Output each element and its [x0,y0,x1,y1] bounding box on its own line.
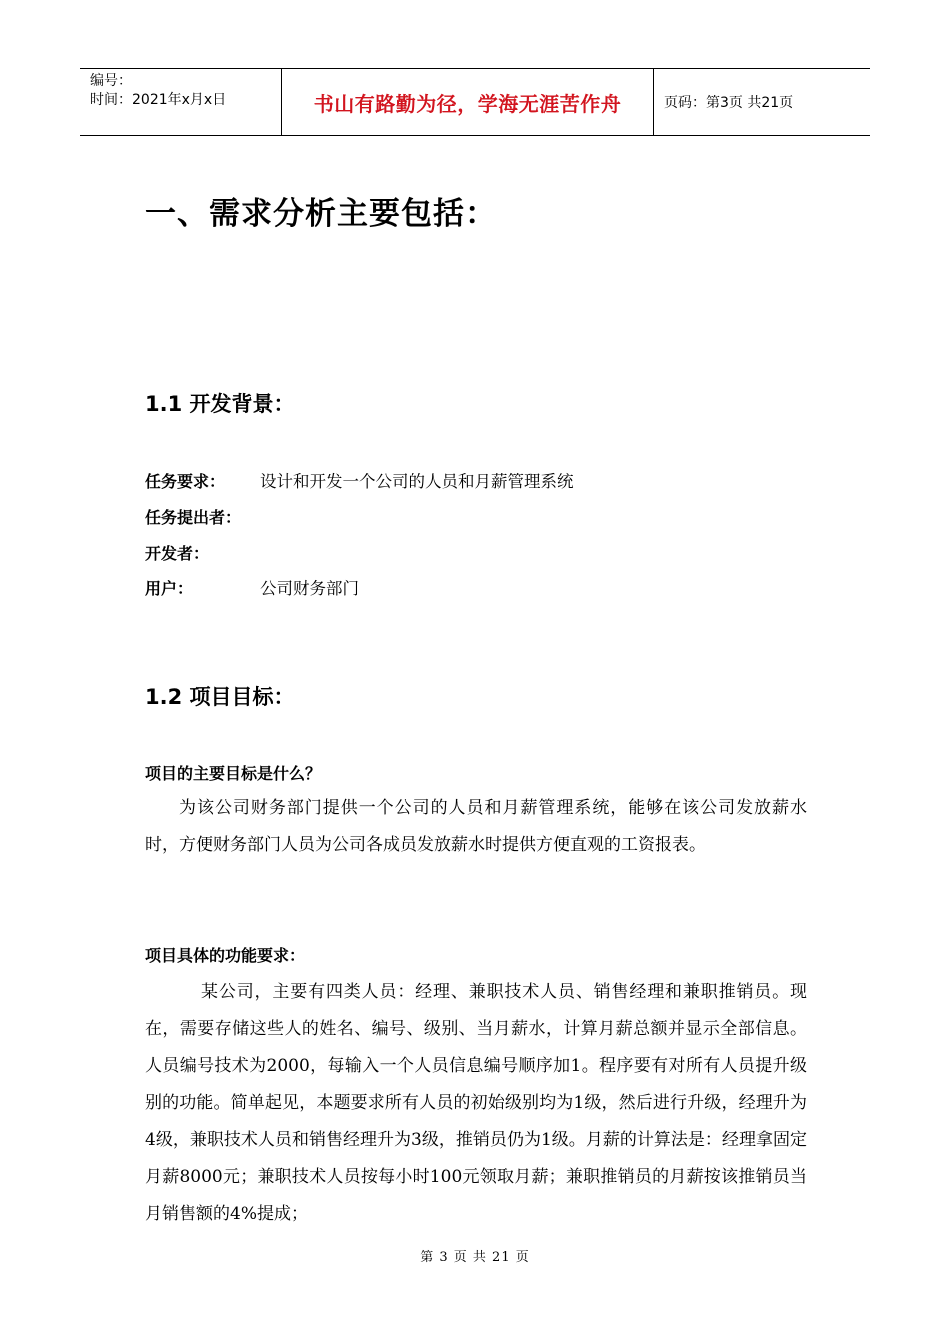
paragraph-main-goal: 为该公司财务部门提供一个公司的人员和月薪管理系统，能够在该公司发放薪水时，方便财务部门人员为公司各成员发放薪水时提供方便直观的工资报表。 [145,798,807,855]
header-meta [80,69,282,135]
info-key: 任务要求： [145,472,226,491]
time-label: 时间：2021年x月x日 [90,92,227,108]
info-key: 用户： [145,579,194,598]
header-motto: 书山有路勤为径，学海无涯苦作舟 [282,69,654,135]
info-value: 公司财务部门 [260,579,359,598]
info-key: 开发者： [145,544,210,563]
question-main-goal: 项目的主要目标是什么？ [145,764,322,783]
section-heading-goals: 1.2 项目目标： [145,685,295,709]
page-header [80,68,870,136]
info-row-proposer [145,506,260,530]
section-heading-background: 1.1 开发背景： [145,392,295,416]
page-footer: 第 3 页 共 21 页 [420,1250,530,1265]
document-title: 一、需求分析主要包括： [145,196,497,232]
paragraph-functional-requirements: 某公司，主要有四类人员：经理、兼职技术人员、销售经理和兼职推销员。现在，需要存储这些人的姓名、编号、级别、当月薪水，计算月薪总额并显示全部信息。人员编号技术为2000，每输入一个人员信息编号顺序加1。程序要有对所有人员提升级别的功能。简单起见，本题要求所有人员的初始级别均为1级，然后进行升级，经理升为4级，兼职技术人员和销售经理升为3级，推销员仍为1级。月薪的计算法是：经理拿固定月薪8000元；兼职技术人员按每小时100元领取月薪；兼职推销员的月薪按该推销员当月销售额的4%提成； [145,982,807,1224]
info-row-user [145,577,359,601]
serial-label: 编号： [90,73,132,89]
header-page-info: 页码：第3页 共21页 [664,95,794,111]
info-value: 设计和开发一个公司的人员和月薪管理系统 [260,472,574,491]
info-key: 任务提出者： [145,508,242,527]
question-functional-requirements: 项目具体的功能要求： [145,946,306,965]
info-row-requirement [145,470,574,494]
info-row-developer [145,542,260,566]
